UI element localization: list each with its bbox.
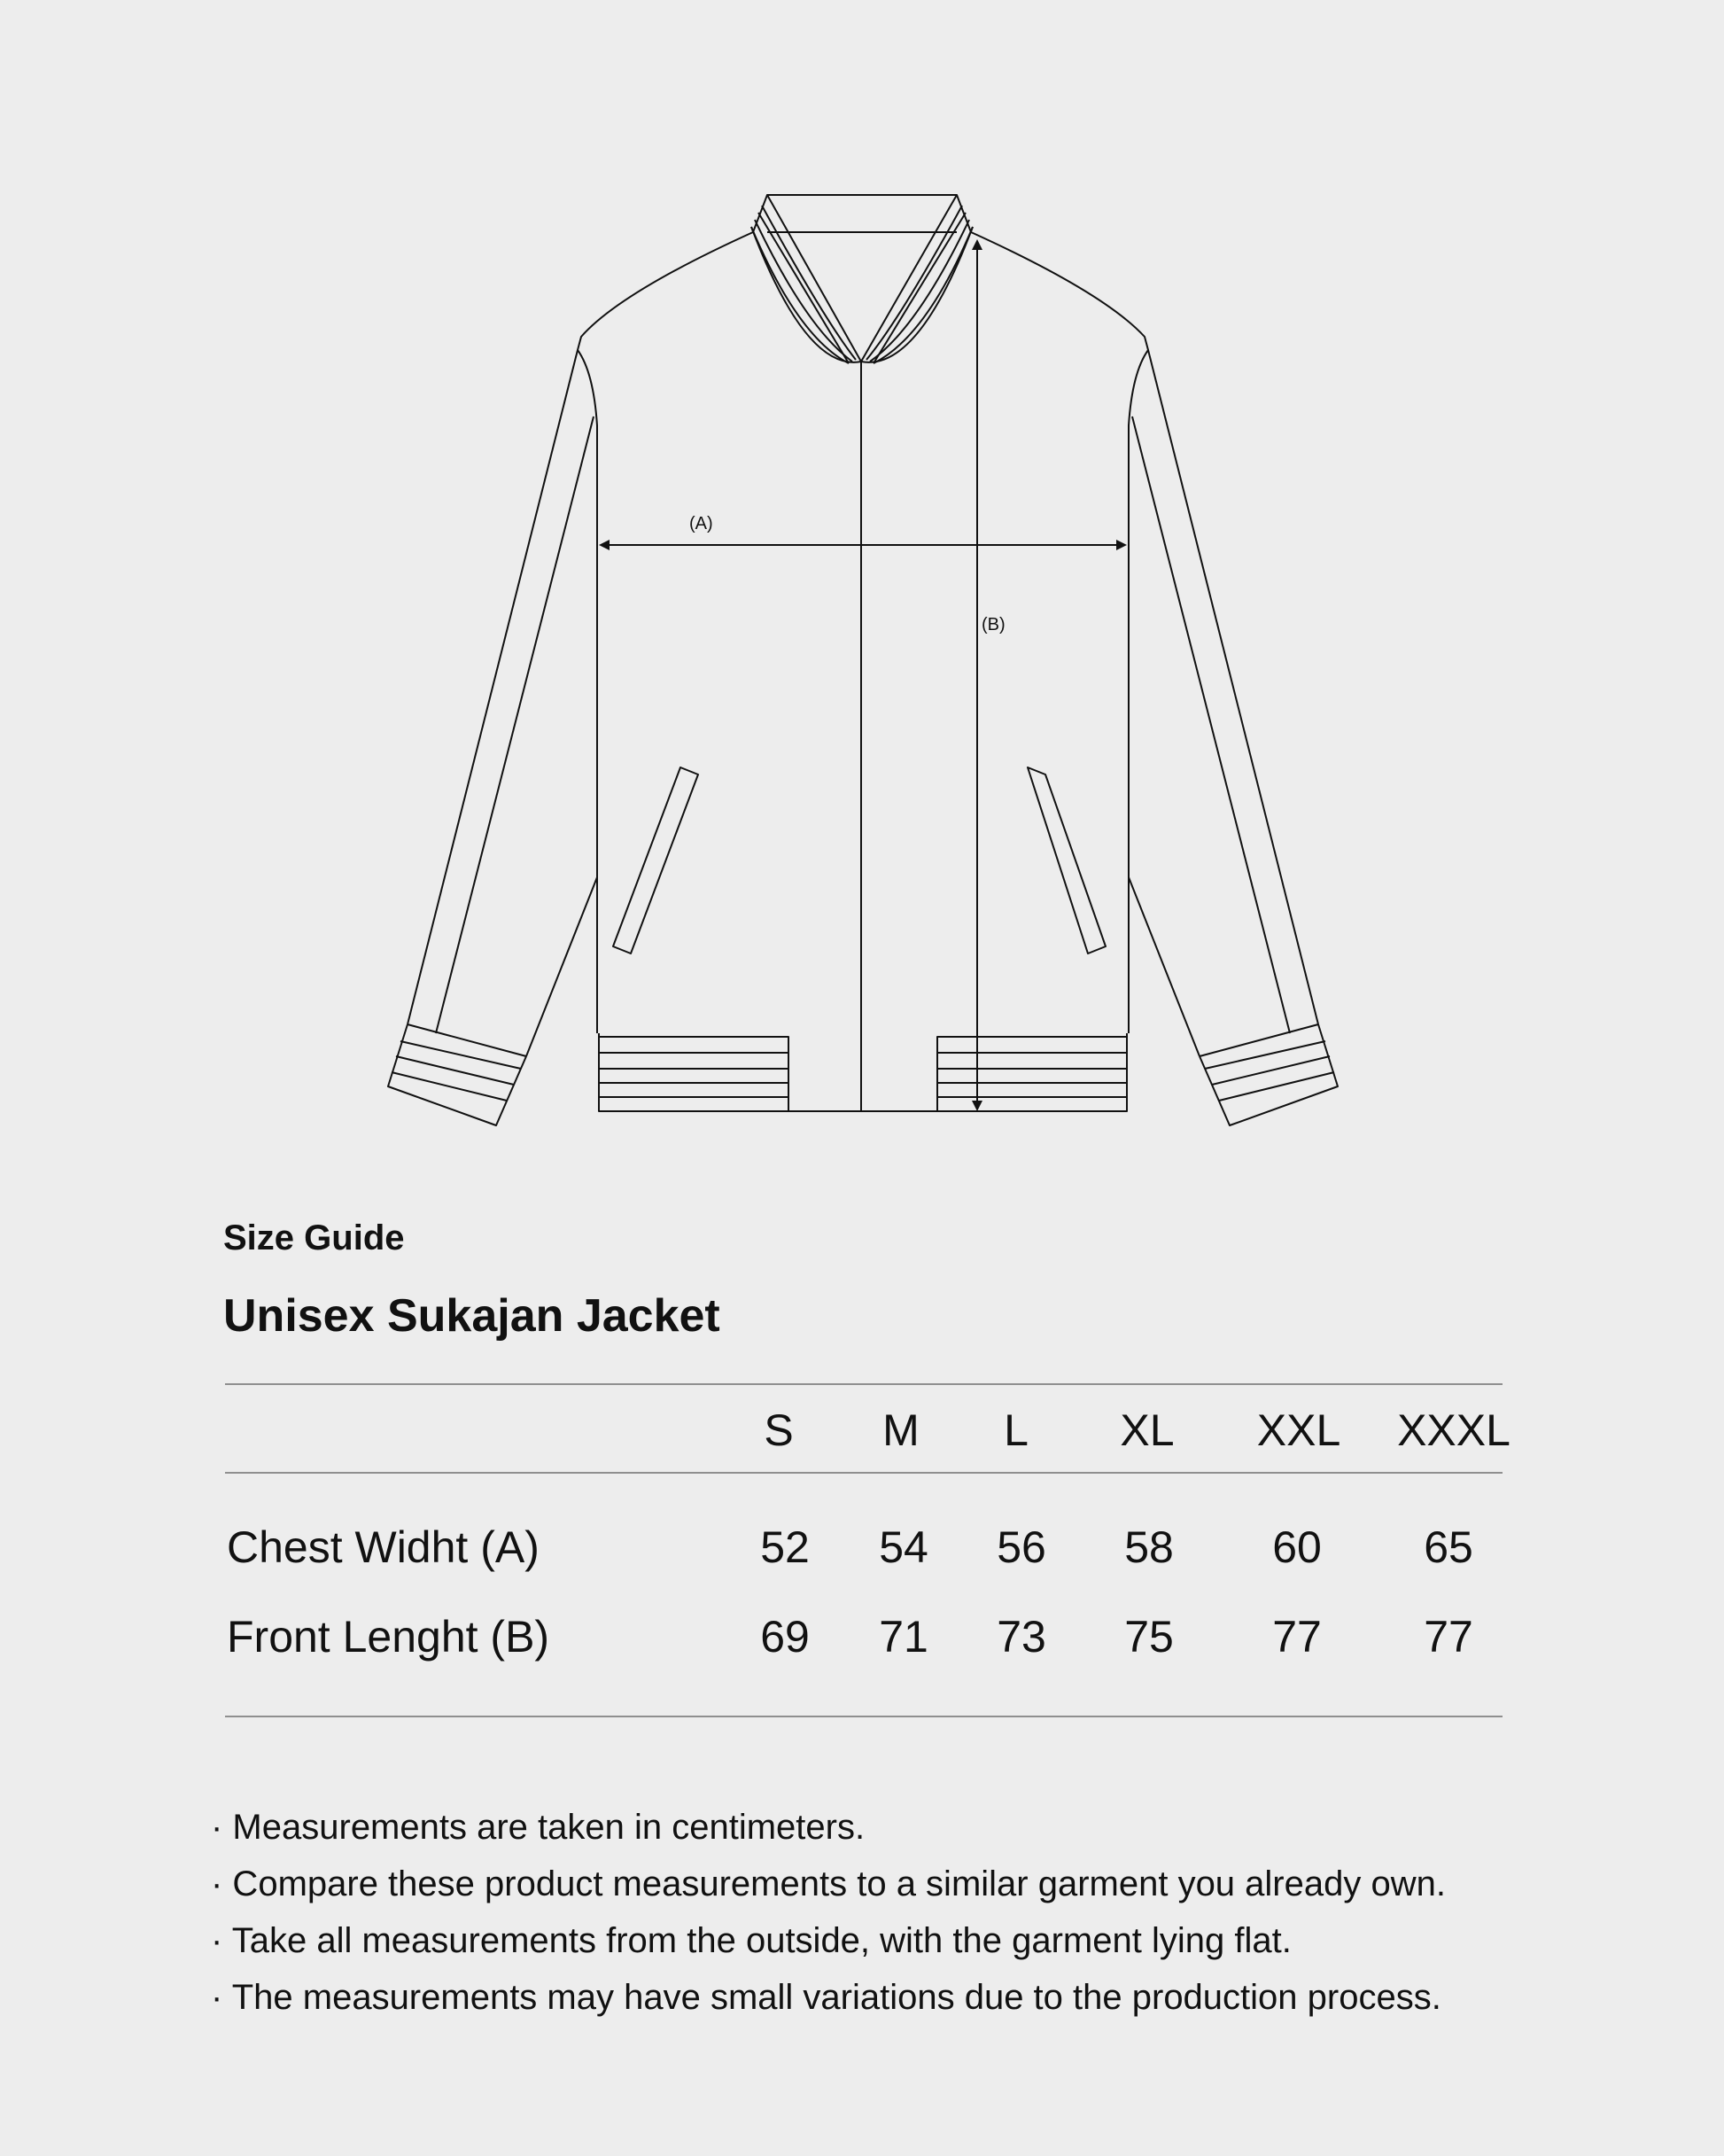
measurement-notes xyxy=(211,1799,1446,2026)
left-sleeve xyxy=(388,350,597,1125)
right-waistband xyxy=(937,1037,1127,1111)
left-waistband xyxy=(599,1037,788,1111)
jacket-body-outline xyxy=(578,195,1148,1033)
note-item: · Take all measurements from the outside, with the garment lying flat. xyxy=(211,1921,1292,1960)
table-cell: 65 xyxy=(1424,1522,1473,1572)
table-cell: 77 xyxy=(1424,1612,1473,1662)
right-sleeve xyxy=(1129,350,1338,1125)
right-pocket xyxy=(1028,767,1106,953)
left-pocket xyxy=(613,767,698,953)
size-header: XXL xyxy=(1256,1405,1341,1455)
table-bottom-rule xyxy=(225,1716,1503,1717)
table-cell: 56 xyxy=(997,1522,1046,1572)
table-cell: 73 xyxy=(997,1612,1046,1662)
note-item: · The measurements may have small variations due to the production process. xyxy=(211,1978,1441,2017)
table-cell: 52 xyxy=(760,1522,810,1572)
size-header: L xyxy=(1004,1405,1029,1455)
size-header: XL xyxy=(1120,1405,1175,1455)
table-cell: 58 xyxy=(1124,1522,1174,1572)
table-top-rule xyxy=(225,1383,1503,1385)
note-item: · Measurements are taken in centimeters. xyxy=(211,1808,866,1847)
chest-width-marker-label: (A) xyxy=(689,514,713,533)
table-cell: 71 xyxy=(879,1612,928,1662)
row-label: Front Lenght (B) xyxy=(227,1612,550,1662)
size-header: XXXL xyxy=(1397,1405,1510,1455)
table-cell: 75 xyxy=(1124,1612,1174,1662)
front-length-marker-label: (B) xyxy=(982,615,1006,634)
size-guide-kicker: Size Guide xyxy=(223,1218,405,1257)
table-cell: 60 xyxy=(1272,1522,1322,1572)
size-header: M xyxy=(882,1405,920,1455)
table-cell: 54 xyxy=(879,1522,928,1572)
size-header: S xyxy=(764,1405,794,1455)
row-label: Chest Widht (A) xyxy=(227,1522,540,1572)
table-header-rule xyxy=(225,1472,1503,1474)
table-cell: 69 xyxy=(760,1612,810,1662)
table-cell: 77 xyxy=(1272,1612,1322,1662)
collar xyxy=(751,195,973,363)
product-title: Unisex Sukajan Jacket xyxy=(223,1290,720,1342)
note-item: · Compare these product measurements to a similar garment you already own. xyxy=(211,1864,1446,1903)
